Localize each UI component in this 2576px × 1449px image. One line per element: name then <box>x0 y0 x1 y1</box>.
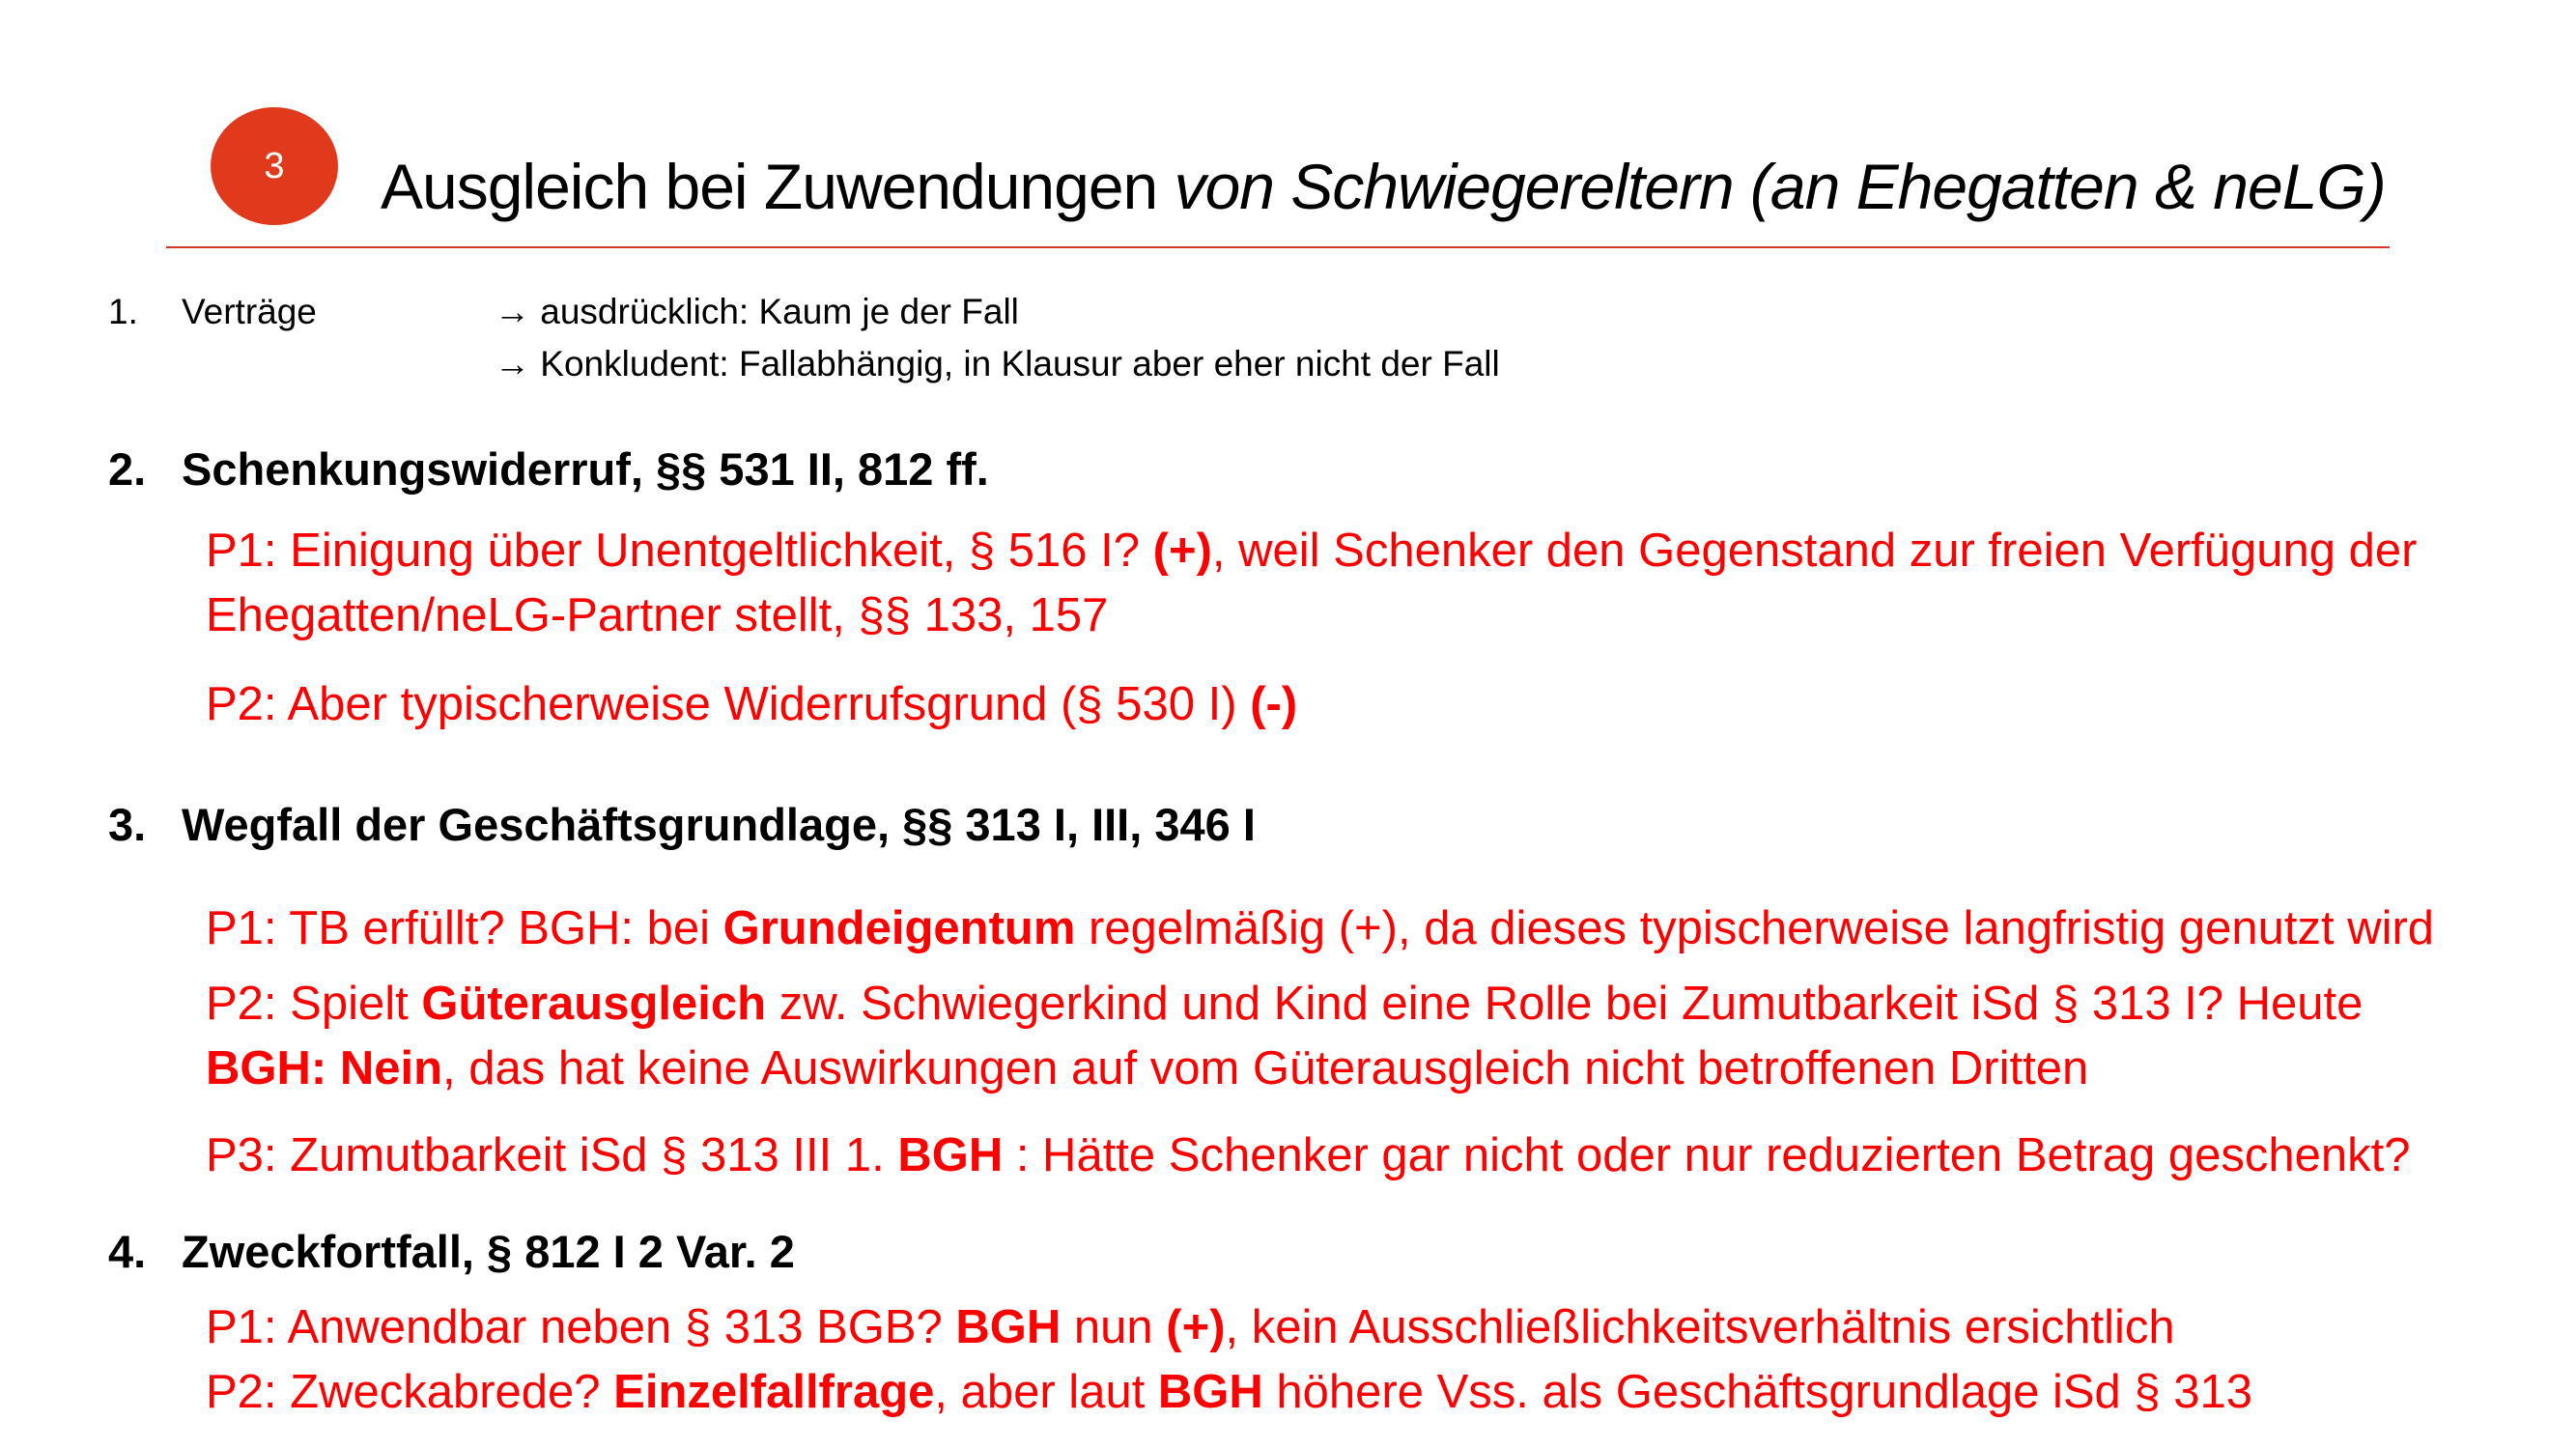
section3-number: 3. <box>108 799 147 850</box>
slide-number-badge: 3 <box>211 107 338 225</box>
section3-p1: P1: TB erfüllt? BGH: bei Grundeigentum regelmäßig (+), da dieses typischerweise langfristig genutzt wird <box>206 902 2435 954</box>
slide-title <box>381 151 2386 222</box>
section4-p2: P2: Zweckabrede? Einzelfallfrage, aber laut BGH höhere Vss. als Geschäftsgrundlage iSd § 313 <box>206 1366 2253 1418</box>
title-italic: von Schwiegereltern (an Ehegatten & neLG) <box>1174 151 2386 222</box>
section1-line2: → Konkludent: Fallabhängig, in Klausur aber eher nicht der Fall <box>495 344 1500 384</box>
arrow-icon: → <box>495 344 530 384</box>
section4-heading: Zweckfortfall, § 812 I 2 Var. 2 <box>182 1226 795 1277</box>
section1-number: 1. <box>108 292 138 331</box>
section3-p3: P3: Zumutbarkeit iSd § 313 III 1. BGH : Hätte Schenker gar nicht oder nur reduzierten Betrag geschenkt? <box>206 1129 2411 1181</box>
arrow-icon: → <box>495 292 530 331</box>
section2-number: 2. <box>108 443 147 495</box>
section1-line1: → ausdrücklich: Kaum je der Fall <box>495 292 1019 331</box>
section3-heading: Wegfall der Geschäftsgrundlage, §§ 313 I, III, 346 I <box>182 799 1256 850</box>
section3-p2-line1: P2: Spielt Güterausgleich zw. Schwiegerkind und Kind eine Rolle bei Zumutbarkeit iSd § 313 I? Heute <box>206 978 2364 1030</box>
section2-heading: Schenkungswiderruf, §§ 531 II, 812 ff. <box>182 443 989 495</box>
section3-p2-line2: BGH: Nein, das hat keine Auswirkungen auf vom Güterausgleich nicht betroffenen Dritten <box>206 1042 2089 1094</box>
section1-label: Verträge <box>182 292 317 331</box>
section2-p1-line1: P1: Einigung über Unentgeltlichkeit, § 516 I? (+), weil Schenker den Gegenstand zur freien Verfügung der <box>206 525 2418 577</box>
section2-p1-line2: Ehegatten/neLG-Partner stellt, §§ 133, 157 <box>206 589 1109 641</box>
section4-number: 4. <box>108 1226 147 1277</box>
title-divider <box>166 246 2390 248</box>
section4-p1: P1: Anwendbar neben § 313 BGB? BGH nun (+), kein Ausschließlichkeitsverhältnis ersichtlich <box>206 1301 2175 1353</box>
title-normal: Ausgleich bei Zuwendungen <box>381 151 1175 222</box>
section2-p2: P2: Aber typischerweise Widerrufsgrund (§ 530 I) (-) <box>206 678 1298 730</box>
